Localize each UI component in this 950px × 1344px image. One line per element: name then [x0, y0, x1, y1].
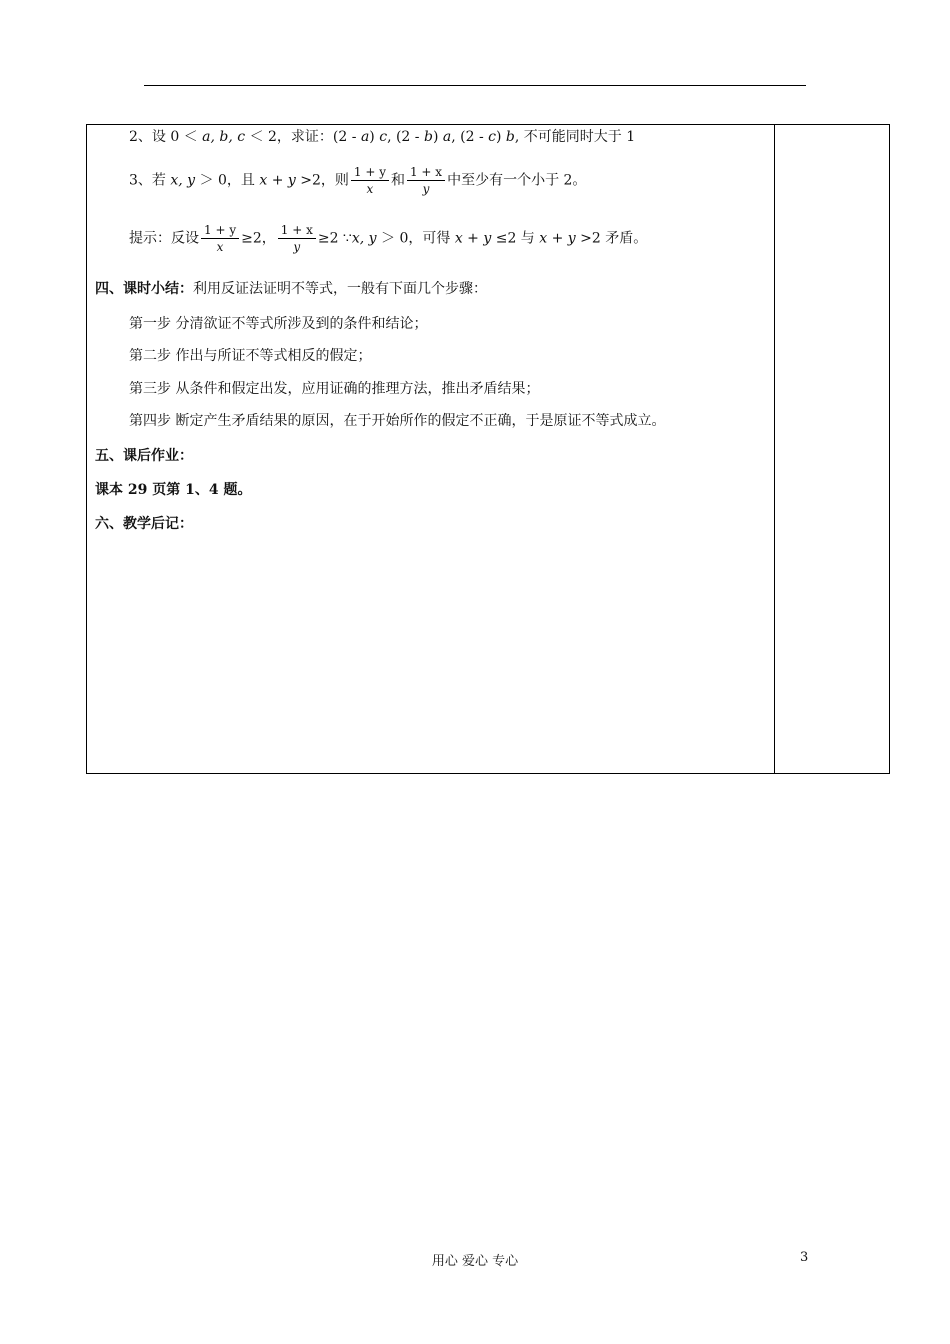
var-c: c: [488, 129, 496, 145]
fraction-denominator: x: [216, 240, 224, 254]
problem-3-text: 3、若: [129, 172, 171, 189]
var-b: b: [423, 129, 433, 145]
var-b: b: [505, 129, 515, 145]
problem-3-text: ＞ 0，且: [195, 172, 260, 189]
hint-text: 提示：反设: [129, 230, 199, 247]
problem-3-text: 和: [390, 172, 405, 189]
problem-3-text: 中至少有一个小于 2。: [447, 172, 587, 189]
sum-expr: x + y: [539, 230, 576, 247]
summary-line: [95, 279, 487, 299]
fraction-numerator: 1 + y: [201, 222, 239, 239]
section-heading: 六、教学后记：: [95, 516, 193, 532]
table-column-divider: [774, 124, 775, 774]
hint-text: ≥2，: [241, 230, 276, 247]
hint-text: ∵: [338, 230, 352, 247]
problem-2-text: , 不可能同时大于 1: [514, 129, 636, 145]
page-number: 3: [800, 1250, 809, 1265]
section-heading: 五、课后作业：: [95, 448, 193, 464]
problem-2-text: ): [495, 129, 506, 145]
summary-step-4: 第四步 断定产生矛盾结果的原因，在于开始所作的假定不正确，于是原证不等式成立。: [129, 413, 666, 429]
problem-2-vars: a, b, c: [202, 129, 246, 145]
sum-expr: x + y: [454, 230, 492, 247]
hint-text: ≥2: [317, 230, 339, 247]
summary-intro: 利用反证法证明不等式，一般有下面几个步骤：: [193, 281, 487, 297]
homework-content: 课本 29 页第 1、4 题。: [95, 482, 252, 498]
problem-2-text: ＜ 2，求证：(2 -: [245, 129, 361, 145]
problem-2-text: ): [432, 129, 443, 145]
fraction-denominator: y: [422, 182, 430, 196]
var-xy: x, y: [170, 172, 196, 189]
fraction: [278, 222, 316, 255]
fraction: [351, 164, 389, 197]
problem-3-text: >2，则: [295, 172, 349, 189]
summary-step-1: 第一步 分清欲证不等式所涉及到的条件和结论；: [129, 316, 428, 332]
problem-2-text: , (2 -: [387, 129, 424, 145]
hint-text: >2 矛盾。: [575, 230, 648, 247]
header-rule: [144, 85, 806, 86]
var-xy: x, y: [351, 230, 377, 247]
var-a: a: [360, 129, 370, 145]
problem-2-text: 2、设 0 ＜: [129, 129, 203, 145]
sum-expr: x + y: [259, 172, 296, 189]
footer-motto: 用心 爱心 专心: [431, 1254, 519, 1269]
summary-step-3: 第三步 从条件和假定出发，应用证确的推理方法，推出矛盾结果；: [129, 381, 540, 397]
problem-2: [129, 127, 635, 147]
fraction-numerator: 1 + x: [278, 222, 316, 239]
problem-3: [129, 164, 586, 197]
fraction-denominator: x: [366, 182, 374, 196]
fraction: [201, 222, 239, 255]
var-a: a: [442, 129, 452, 145]
hint: [129, 222, 647, 255]
problem-2-text: , (2 -: [451, 129, 489, 145]
fraction-numerator: 1 + y: [351, 164, 389, 181]
summary-step-2: 第二步 作出与所证不等式相反的假定；: [129, 348, 372, 364]
fraction-numerator: 1 + x: [407, 164, 445, 181]
hint-text: ≤2 与: [491, 230, 540, 247]
fraction-denominator: y: [293, 240, 301, 254]
problem-2-text: ): [369, 129, 380, 145]
hint-text: ＞ 0，可得: [376, 230, 455, 247]
var-c: c: [379, 129, 388, 145]
fraction: [407, 164, 445, 197]
section-heading: 四、课时小结：: [95, 281, 193, 297]
